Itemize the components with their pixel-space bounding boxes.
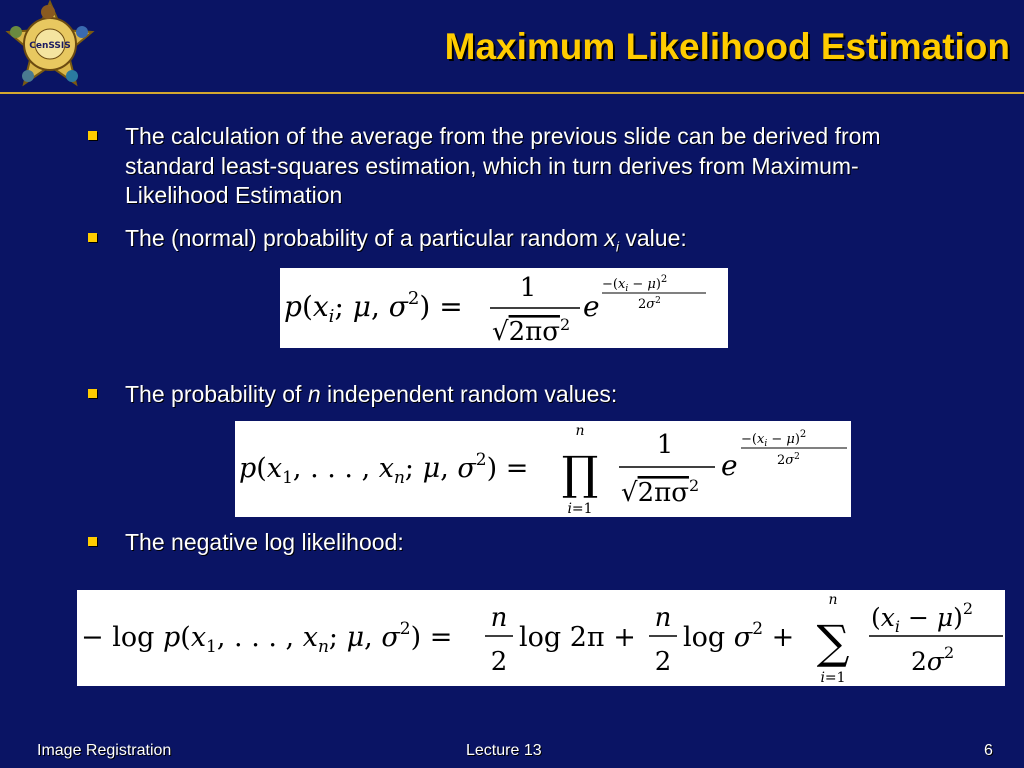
svg-text:1: 1 <box>656 430 674 460</box>
bullet-marker <box>88 131 97 140</box>
svg-text:(xi − μ)2: $(x_i - \mu)^2$ <box>871 599 974 636</box>
svg-text:2σ2: $2\sigma^2$ <box>911 643 955 676</box>
bullet-marker <box>88 537 97 546</box>
bullet-text: The (normal) probability of a particular random $x_i$ value: <box>125 225 687 255</box>
svg-text:i=1: i=1 <box>820 670 846 686</box>
svg-text:∏: ∏ <box>561 446 599 500</box>
svg-text:n: n <box>490 603 508 633</box>
svg-text:CenSSIS: CenSSIS <box>29 41 71 51</box>
svg-text:log 2π +: log 2π + <box>519 622 636 653</box>
svg-text:√2πσ2: $√2\pi\sigma^2$ <box>492 315 571 347</box>
svg-text:∑: ∑ <box>816 615 850 669</box>
svg-text:n: n <box>828 592 838 608</box>
svg-text:1: 1 <box>519 273 537 303</box>
svg-text:n: n <box>654 603 672 633</box>
footer-page-number: 6 <box>984 742 993 759</box>
bullet-text: The probability of n independent random values: <box>125 381 618 407</box>
svg-text:p(x1, . . . , xn; μ, σ2) =: $p(x_1$, . . . , $x_n$; μ, $\sigma^2$) = <box>239 450 529 488</box>
svg-text:2σ2: $2\sigma^2$ <box>777 452 800 468</box>
equation-negative-log-likelihood <box>77 590 1005 686</box>
svg-text:e: e <box>583 290 600 323</box>
svg-text:√2πσ2: $√2\pi\sigma^2$ <box>621 476 700 508</box>
svg-text:log σ2 +: $\log \sigma^2$ + <box>683 619 795 653</box>
svg-text:p(xi; μ, σ2) =: $p(x_i$; μ, $\sigma^2$) = <box>284 288 463 327</box>
equation-normal-pdf <box>280 268 728 348</box>
bullet-marker <box>88 233 97 242</box>
bullet-text: The negative log likelihood: <box>125 529 404 555</box>
svg-text:e: e <box>721 449 738 482</box>
footer-lecture: Lecture 13 <box>466 742 542 759</box>
svg-text:2: 2 <box>490 647 508 677</box>
bullet-item <box>88 528 898 558</box>
svg-text:2σ2: $2\sigma^2$ <box>638 296 661 312</box>
svg-text:−(xi − μ)2: $-(x_i - \mu)^2$ <box>602 274 668 294</box>
bullet-item <box>88 380 898 410</box>
svg-text:−(xi − μ)2: $-(x_i - \mu)^2$ <box>741 429 807 449</box>
svg-text:i=1: i=1 <box>567 501 593 517</box>
slide-title: Maximum Likelihood Estimation <box>444 26 1010 67</box>
censsis-logo <box>2 0 98 90</box>
svg-text:2: 2 <box>654 647 672 677</box>
footer-course: Image Registration <box>37 742 172 759</box>
bullet-marker <box>88 389 97 398</box>
svg-text:n: n <box>575 423 585 439</box>
bullet-text: The calculation of the average from the previous slide can be derived from standard least-squares estimation, which in turn derives from Maximum-Likelihood Estimation <box>125 123 881 208</box>
svg-text:− log p(x1, . . . , xn; μ, σ2): − $\log p(x_1$, . . . , $x_n$; μ, $\sigma^2$) = <box>81 619 453 657</box>
bullet-item <box>88 224 898 262</box>
title-divider <box>0 92 1024 94</box>
bullet-item <box>88 122 898 211</box>
equation-joint-probability <box>235 421 851 517</box>
